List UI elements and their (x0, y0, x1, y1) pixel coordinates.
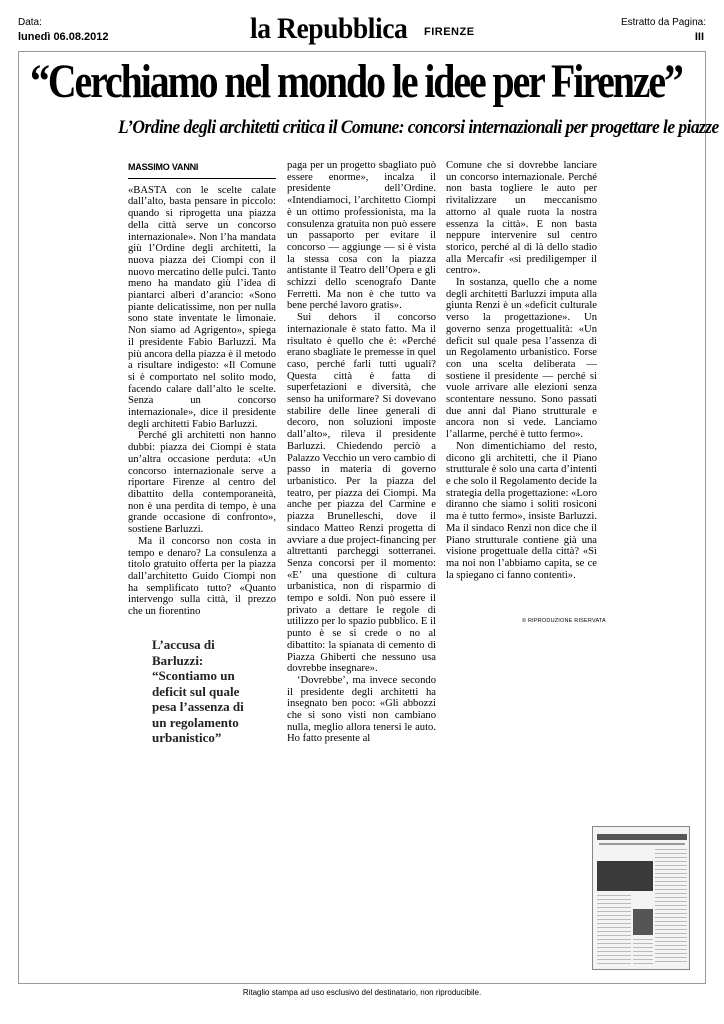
article-headline: “Cerchiamo nel mondo le idee per Firenze” (30, 55, 682, 108)
paragraph: Ma il concorso non costa in tempo e denaro? La consulenza a titolo gratuito offerta per la piazza dall’architetto Guido Ciompi non ha semplificato tutto? «Quanto intervengo sulla città, il prezzo che un fiorentino (128, 535, 276, 618)
paragraph: Comune che si dovrebbe lanciare un concorso internazionale. Perché non basta togliere le auto per rivitalizzare un meccanismo attorno al quale ruota la nostra essenza la città». E non basta neppure intervenire sul centro storico, perché al di là dello stadio alla Mercafir «si prediligemper il centro». (446, 160, 597, 277)
article-column-3 (446, 160, 597, 581)
page-number: III (694, 31, 704, 43)
paragraph: Perché gli architetti non hanno dubbi: piazza dei Ciompi è stata un’altra occasione perduta: «Un concorso internazionale serve a riportare Firenze al centro del dibattito della contemporaneità, non è una perdita di tempo, è una grande occasione di confronto», sostiene Barluzzi. (128, 430, 276, 536)
thumbnail-caption (633, 939, 653, 965)
paragraph: «BASTA con le scelte calate dall’alto, basta pensare in piccolo: quando si riprogetta una piazza della città serve un concorso internazionale». Non l’ha mandata giù l’Ordine degli architetti, la nuova piazza dei Ciompi con il nuovo mercatino delle pulci. Tanto meno ha mandato giù l’idea di piantarci alberi d’arancio: «Sono piante delicatissime, non per nulla sono state inventate le limonaie. Non siamo ad Agrigento», spiega il presidente Fabio Barluzzi. Ma più ancora della piazza è il metodo a risultare indigesto: «Il Comune si è comportato nel solito modo, facendo calare dall’alto le scelte. Senza un concorso internazionale», dice il presidente degli architetti Fabio Barluzzi. (128, 184, 276, 430)
pullquote-line: pesa l’assenza di (152, 699, 244, 714)
footer-notice: Ritaglio stampa ad uso esclusivo del destinatario, non riproducibile. (242, 988, 482, 997)
thumbnail-text-block (597, 895, 631, 965)
article-column-2 (287, 160, 436, 745)
masthead-logo: la Repubblica (250, 12, 408, 45)
pullquote (152, 637, 262, 746)
thumbnail-portrait-photo (633, 909, 653, 935)
pullquote-line: deficit sul quale (152, 683, 240, 699)
pullquote-line: Barluzzi: (152, 652, 204, 668)
pullquote-line: L’accusa di (152, 637, 215, 652)
article-column-1 (128, 160, 276, 618)
pullquote-line: un regolamento (152, 714, 239, 730)
paragraph: In sostanza, quello che a nome degli architetti Barluzzi imputa alla giunta Renzi è un «deficit culturale verso la progettazione». Un governo senza progettualità: «Un deficit sul quale pesa l’assenza di un Regolamento urbanistico. Forse con una scelta deliberata — sostiene il presidente — perché si vuole arrivare alle elezioni senza scontentare nessuno. Sono passati due anni dal Piano strutturale e ancora non si vede. Lanciamo l’allarme, perché è tutto fermo». (446, 277, 597, 441)
article-subhead: L’Ordine degli architetti critica il Comune: concorsi internazionali per progettare le piazze (118, 117, 719, 138)
date-label: Data: (18, 17, 42, 28)
thumbnail-text-block (655, 849, 687, 965)
rights-notice: © RIPRODUZIONE RISERVATA (522, 618, 606, 624)
paragraph: ‘Dovrebbe’, ma invece secondo il presidente degli architetti ha insegnato ben poco: «Gli abbozzi che si sono visti non cambiano nulla, meglio allora tenersi le auto. Ho fatto presente al (287, 674, 436, 745)
thumbnail-subhead (599, 843, 685, 845)
paragraph: paga per un progetto sbagliato può essere enorme», incalza il presidente dell’Ordine. «Intendiamoci, l’architetto Ciompi è un ottimo professionista, ma la consulenza gratuita non può essere un passaporto per evitare il concorso — aggiunge — si è vista la stessa cosa con la piazza antistante il Teatro dell’Opera e gli schizzi dello scenografo Dante Ferretti. Ma non è che tutto va bene perché lavoro gratis». (287, 160, 436, 312)
page-label: Estratto da Pagina: (620, 17, 706, 28)
thumbnail-photo (597, 861, 653, 891)
byline: MASSIMO VANNI (128, 160, 276, 179)
paragraph: Sui dehors il concorso internazionale è stato fatto. Ma il risultato è quello che è: «Perché erano sbagliate le premesse in quel caso, perché farli tutti uguali? Questa città è fatta di superfetazioni e diversità, che senso ha uniformare? Si dovevano stabilire delle linee generali di decoro, non soluzioni imposte dall’alto», rileva il presidente Barluzzi. Chiedendo perciò a Palazzo Vecchio un vero cambio di passo in materia di governo urbanistico. Per la piazza del teatro, per piazza dei Ciompi. Ma anche per piazza del Carmine e piazza Brunelleschi, dove il sindaco Matteo Renzi progetta di avviare a due project-financing per altrettanti parcheggi sotterranei. Senza concorsi per il momento: «E’ una questione di cultura urbanistica, non di risparmio di tempo e soldi. Non può essere il privato a dettare le regole di utilizzo per lo spazio pubblico. E il punto è se si crede o no al dibattito: la spianata di cemento di Piazza Ghiberti che nessuno usa dovrebbe insegnare». (287, 312, 436, 675)
paragraph: Non dimentichiamo del resto, dicono gli architetti, che il Piano strutturale è solo una carta d’intenti e che solo il Regolamento decide la strategia della progettazione: «Loro diranno che siamo i soliti rosiconi ma è tutto fermo», insiste Barluzzi. Ma il sindaco Renzi non dice che il Piano strutturale contiene già una visione progettuale della città? «Sì ma noi non l’abbiamo capita, se ce la spiegano ci fanno contenti». (446, 440, 597, 581)
pullquote-line: “Scontiamo un (152, 668, 235, 683)
edition-label: FIRENZE (424, 26, 475, 38)
pullquote-line: urbanistico” (152, 730, 222, 745)
thumbnail-headline (597, 834, 687, 840)
date-value: lunedì 06.08.2012 (18, 31, 109, 43)
page-thumbnail (592, 826, 690, 970)
